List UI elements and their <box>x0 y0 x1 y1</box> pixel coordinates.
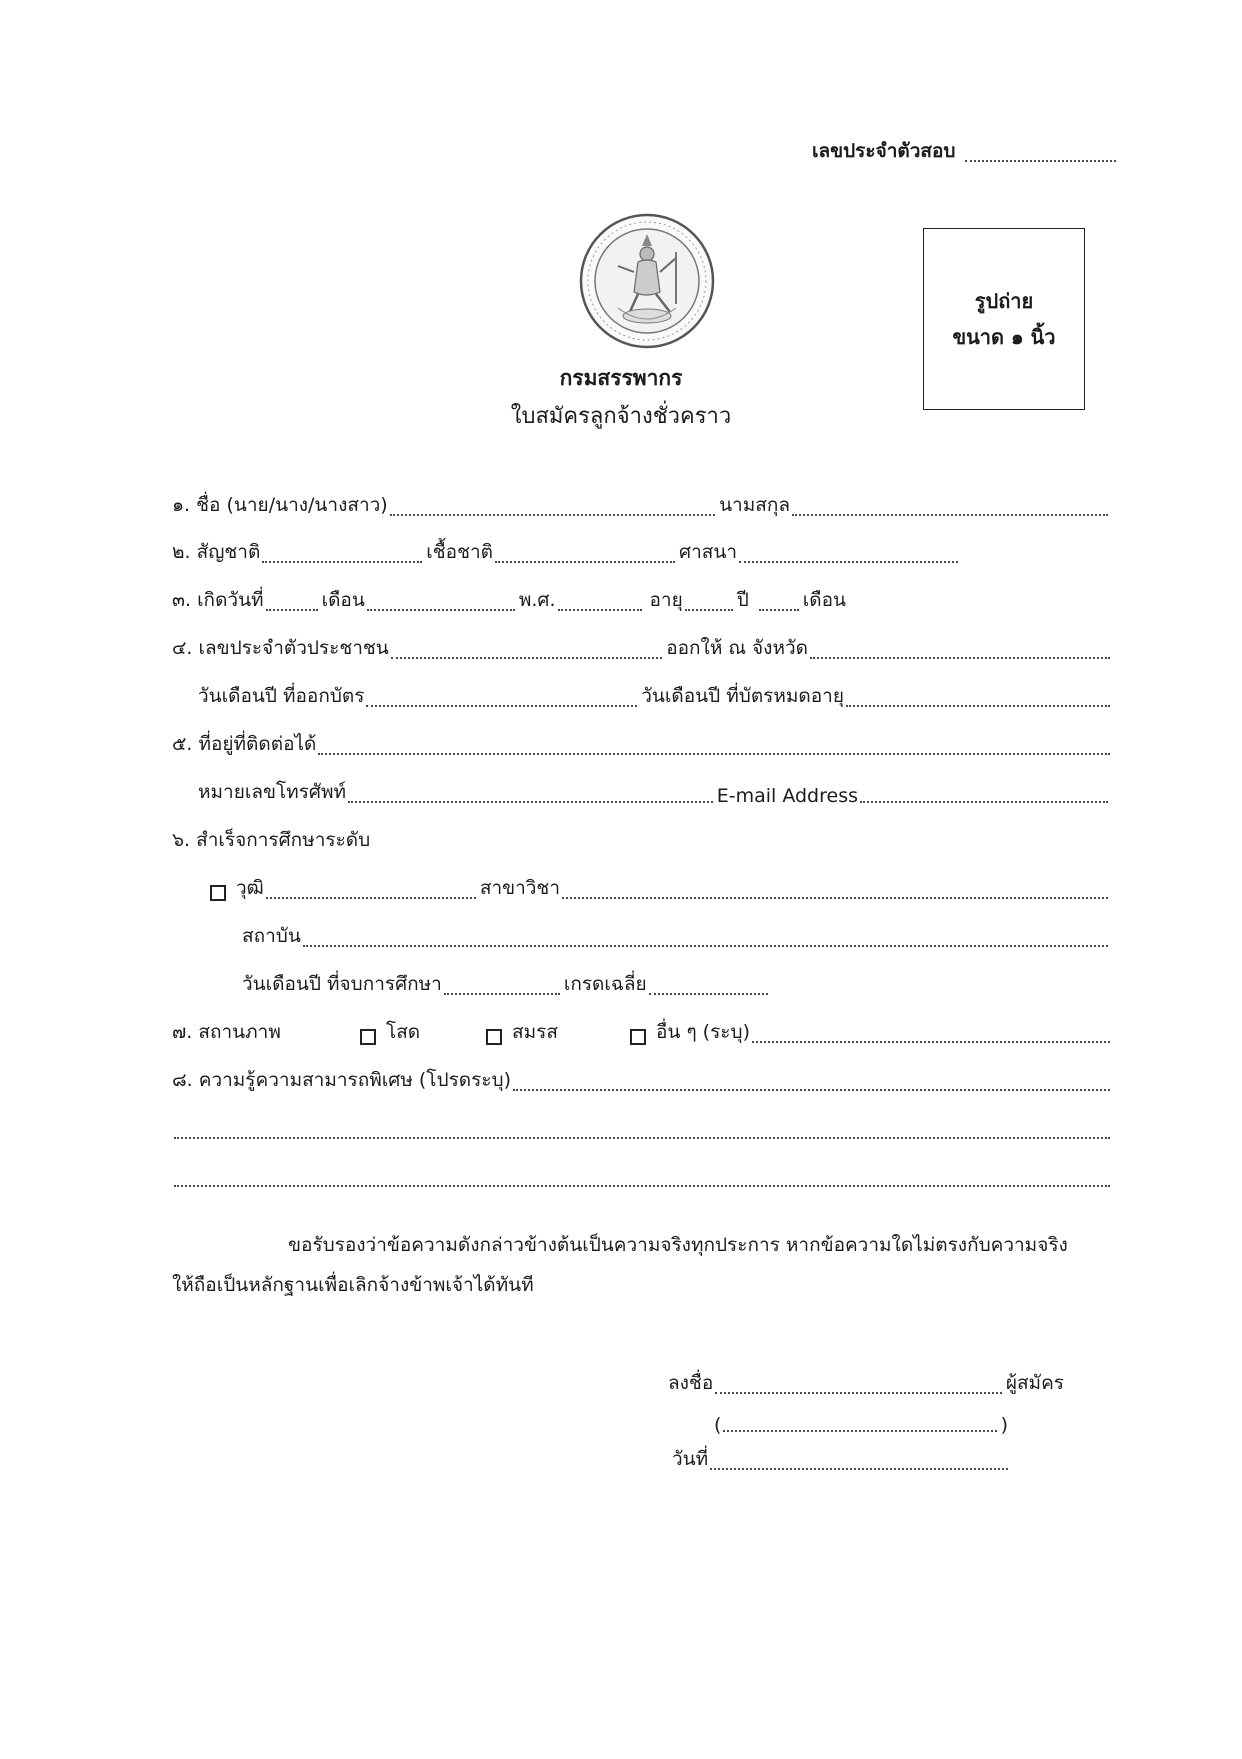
surname-input[interactable] <box>792 513 1108 516</box>
address-label: ๕. ที่อยู่ที่ติดต่อได้ <box>172 733 317 755</box>
degree-checkbox[interactable] <box>210 885 226 901</box>
id-number-label: ๔. เลขประจำตัวประชาชน <box>172 637 389 659</box>
signature-row <box>668 1372 1064 1402</box>
field-birth-row <box>172 589 872 619</box>
expiry-date-input[interactable] <box>846 704 1110 707</box>
birth-year-label: พ.ศ. <box>518 589 556 611</box>
declaration-line-2: ให้ถือเป็นหลักฐานเพื่อเลิกจ้างข้าพเจ้าได้ทันที <box>172 1274 534 1296</box>
status-other-checkbox[interactable] <box>630 1029 646 1045</box>
age-months-input[interactable] <box>759 608 799 611</box>
status-other-label: อื่น ๆ (ระบุ) <box>656 1021 750 1043</box>
exam-number-input[interactable] <box>965 159 1116 162</box>
degree-input[interactable] <box>266 896 476 899</box>
graduation-date-input[interactable] <box>444 992 560 995</box>
birth-day-input[interactable] <box>266 608 318 611</box>
status-other-input[interactable] <box>752 1040 1110 1043</box>
surname-label: นามสกุล <box>719 494 790 516</box>
status-single-checkbox[interactable] <box>360 1029 376 1045</box>
field-id-dates-row <box>198 685 1114 715</box>
id-number-input[interactable] <box>391 656 662 659</box>
revenue-department-seal <box>578 212 716 350</box>
expiry-date-label: วันเดือนปี ที่บัตรหมดอายุ <box>641 685 844 707</box>
printed-name-row <box>714 1410 1008 1440</box>
religion-label: ศาสนา <box>679 541 737 563</box>
skills-line-3 <box>172 1165 1114 1195</box>
gpa-label: เกรดเฉลี่ย <box>563 973 647 995</box>
field-institution-row <box>242 925 1112 955</box>
sign-date-input[interactable] <box>710 1467 1008 1470</box>
field-id-row <box>172 637 1114 667</box>
birth-month-label: เดือน <box>321 589 365 611</box>
age-years-input[interactable] <box>685 608 733 611</box>
declaration-line-1: ขอรับรองว่าข้อความดังกล่าวข้างต้นเป็นความจริงทุกประการ หากข้อความใดไม่ตรงกับความจริง <box>288 1234 1068 1256</box>
exam-number-field <box>812 140 1120 170</box>
issue-date-label: วันเดือนปี ที่ออกบัตร <box>198 685 365 707</box>
institution-label: สถาบัน <box>242 925 301 947</box>
field-education-row <box>172 829 672 859</box>
age-months-label: เดือน <box>802 589 847 611</box>
sign-date-row <box>672 1448 1012 1478</box>
signature-label: ลงชื่อ <box>668 1372 714 1394</box>
status-label: ๗. สถานภาพ <box>172 1021 281 1043</box>
birth-day-label: ๓. เกิดวันที่ <box>172 589 264 611</box>
field-address-row <box>172 733 1114 763</box>
signature-input[interactable] <box>715 1391 1002 1394</box>
open-paren: ( <box>714 1414 722 1436</box>
skills-line-2 <box>172 1117 1114 1147</box>
address-input[interactable] <box>318 752 1110 755</box>
sign-date-label: วันที่ <box>672 1448 709 1470</box>
field-status-row <box>172 1021 1114 1051</box>
education-label: ๖. สำเร็จการศึกษาระดับ <box>172 829 371 851</box>
race-label: เชื้อชาติ <box>426 541 494 563</box>
graduation-date-label: วันเดือนปี ที่จบการศึกษา <box>242 973 442 995</box>
age-label: อายุ <box>649 589 683 611</box>
field-nationality-row <box>172 541 962 571</box>
field-contact-row <box>198 781 1112 811</box>
printed-name-input[interactable] <box>723 1429 996 1432</box>
birth-month-input[interactable] <box>367 608 515 611</box>
field-degree-row <box>210 877 1112 907</box>
race-input[interactable] <box>495 560 675 563</box>
form-title: ใบสมัครลูกจ้างชั่วคราว <box>510 404 732 429</box>
status-married-checkbox[interactable] <box>486 1029 502 1045</box>
name-input[interactable] <box>390 513 715 516</box>
age-years-label: ปี <box>736 589 749 611</box>
gpa-input[interactable] <box>649 992 768 995</box>
id-province-label: ออกให้ ณ จังหวัด <box>666 637 808 659</box>
field-name-row <box>172 494 1112 524</box>
field-skills-row <box>172 1069 1114 1099</box>
status-single-label: โสด <box>386 1021 421 1043</box>
degree-label: วุฒิ <box>236 877 264 899</box>
field-graduation-row <box>242 973 772 1003</box>
declaration <box>172 1225 1112 1305</box>
seal-icon <box>578 212 716 350</box>
agency-name: กรมสรรพากร <box>559 366 683 390</box>
institution-input[interactable] <box>303 944 1108 947</box>
nationality-label: ๒. สัญชาติ <box>172 541 261 563</box>
close-paren: ) <box>1000 1414 1008 1436</box>
nationality-input[interactable] <box>262 560 422 563</box>
status-married-label: สมรส <box>512 1021 558 1043</box>
birth-year-input[interactable] <box>558 608 642 611</box>
exam-number-label: เลขประจำตัวสอบ <box>812 140 956 162</box>
major-input[interactable] <box>562 896 1108 899</box>
skills-input-line-3[interactable] <box>174 1184 1110 1187</box>
skills-input[interactable] <box>513 1088 1110 1091</box>
religion-input[interactable] <box>739 560 958 563</box>
id-province-input[interactable] <box>810 656 1110 659</box>
photo-label: รูปถ่าย <box>974 289 1034 313</box>
name-label: ๑. ชื่อ (นาย/นาง/นางสาว) <box>172 494 388 516</box>
skills-input-line-2[interactable] <box>174 1136 1110 1139</box>
phone-input[interactable] <box>348 800 713 803</box>
major-label: สาขาวิชา <box>479 877 560 899</box>
email-input[interactable] <box>860 800 1108 803</box>
email-label: E-mail Address <box>716 785 858 807</box>
skills-label: ๘. ความรู้ความสามารถพิเศษ (โปรดระบุ) <box>172 1069 512 1091</box>
phone-label: หมายเลขโทรศัพท์ <box>198 781 347 803</box>
photo-size-label: ขนาด ๑ นิ้ว <box>952 325 1056 349</box>
issue-date-input[interactable] <box>366 704 637 707</box>
applicant-label: ผู้สมัคร <box>1005 1372 1064 1394</box>
